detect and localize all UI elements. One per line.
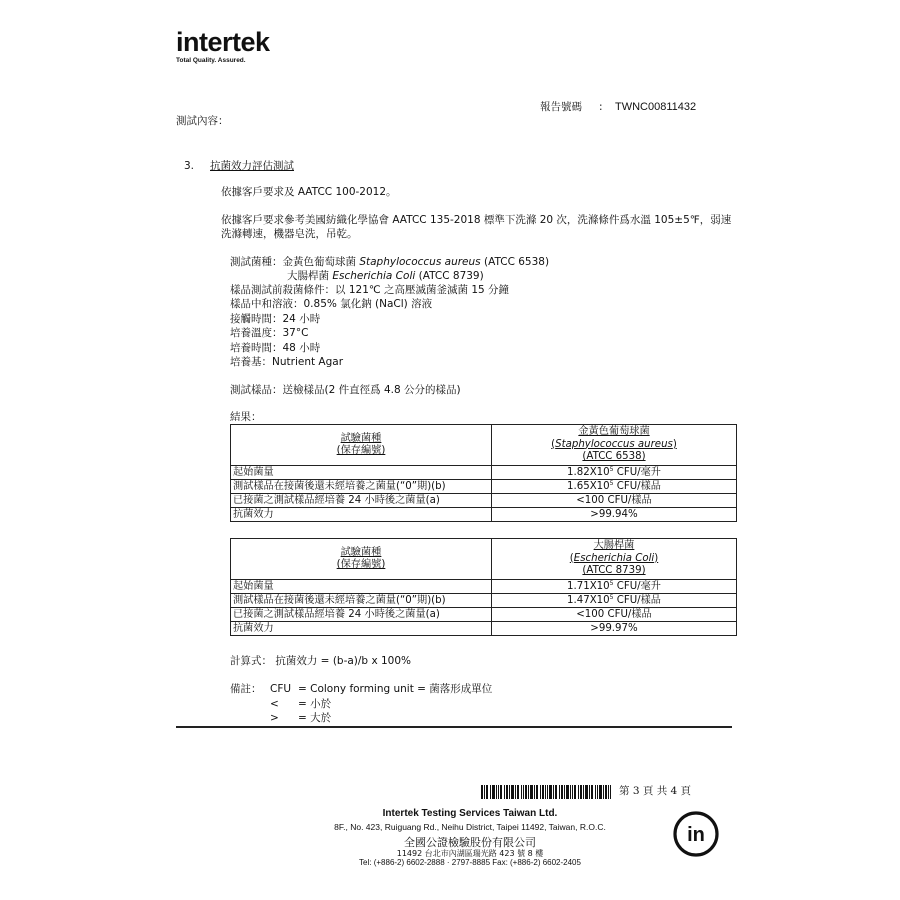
header-strain-label: 試驗菌種	[340, 432, 382, 444]
table-row	[231, 594, 737, 608]
results-table-staph	[230, 424, 737, 522]
method-paragraph: 依據客戶要求及 AATCC 100-2012。	[221, 186, 397, 198]
note-gt-definition: = 大於	[298, 712, 332, 724]
table-header-organism	[492, 539, 737, 580]
value-unit: CFU/毫升	[613, 581, 661, 592]
row-value	[492, 480, 737, 494]
results-table-ecoli	[230, 538, 737, 636]
footer-address-en: 8F., No. 423, Ruiguang Rd., Neihu District, Taipei 11492, Taiwan, R.O.C.	[334, 822, 606, 832]
table-row	[231, 480, 737, 494]
table-header-strain	[231, 425, 492, 466]
row-label: 已接菌之測試樣品經培養 24 小時後之菌量(a)	[231, 608, 492, 622]
value-base: 1.47X10	[567, 595, 610, 606]
row-value: >99.94%	[492, 508, 737, 522]
table-header-row	[231, 425, 737, 466]
value-exponent: 5	[609, 466, 614, 473]
table-header-organism	[492, 425, 737, 466]
value-base: 1.71X10	[567, 581, 610, 592]
strain2-atcc: (ATCC 8739)	[415, 270, 484, 282]
section-number: 3.	[184, 160, 195, 172]
section-title: 抗菌效力評估測試	[210, 160, 294, 172]
strain1-atcc: (ATCC 6538)	[480, 256, 550, 268]
header-storage-label: (保存編號)	[336, 445, 386, 456]
strain-label: 測試菌種：	[230, 256, 283, 268]
organism-name-latin: (Staphylococcus aureus)	[551, 438, 677, 450]
intertek-logo	[176, 28, 270, 65]
row-value: <100 CFU/樣品	[492, 608, 737, 622]
organism-name-cn: 大腸桿菌	[593, 540, 635, 552]
organism-name-latin: (Escherichia Coli)	[569, 552, 659, 564]
row-value	[492, 466, 737, 480]
value-exponent: 5	[609, 580, 614, 587]
incubation-time: 培養時間：48 小時	[230, 342, 321, 354]
formula-text: 抗菌效力 = (b-a)/b x 100%	[275, 655, 412, 667]
table-row	[231, 494, 737, 508]
note-cfu-definition: = Colony forming unit = 菌落形成單位	[298, 683, 493, 695]
row-label: 抗菌效力	[231, 508, 492, 522]
row-value	[492, 580, 737, 594]
footer-company-cn: 全國公證檢驗股份有限公司	[404, 836, 536, 849]
note-gt-key: >	[270, 712, 279, 724]
value-unit: CFU/樣品	[613, 481, 661, 492]
row-label: 測試樣品在接菌後還未經培養之菌量(“0”期)(b)	[231, 594, 492, 608]
table-row	[231, 622, 737, 636]
table-row	[231, 608, 737, 622]
barcode-graphic	[481, 785, 611, 799]
strain-line-2	[287, 269, 484, 283]
wash-paragraph-line2: 洗滌轉速，機器皂洗，吊乾。	[221, 228, 358, 240]
strain1-cn: 金黃色葡萄球菌	[282, 256, 360, 268]
formula-label: 計算式：	[230, 655, 272, 667]
footer-address-cn: 11492 台北市內湖區瑞光路 423 號 8 樓	[396, 849, 544, 858]
footer-divider	[176, 726, 732, 728]
row-value: <100 CFU/樣品	[492, 494, 737, 508]
row-label: 已接菌之測試樣品經培養 24 小時後之菌量(a)	[231, 494, 492, 508]
barcode	[481, 784, 611, 798]
row-value	[492, 594, 737, 608]
wash-paragraph-line1: 依據客戶要求參考美國紡織化學協會 AATCC 135-2018 標準下洗滌 20 次，洗滌條件爲水溫 105±5℉，弱速	[221, 214, 732, 226]
contact-time: 接觸時間：24 小時	[230, 313, 321, 325]
table-row	[231, 508, 737, 522]
note-cfu-key: CFU	[270, 683, 292, 695]
test-sample: 測試樣品：送檢樣品(2 件直徑爲 4.8 公分的樣品)	[230, 384, 461, 396]
page-indicator: 第 3 頁 共 4 頁	[619, 785, 692, 797]
formula-line	[230, 654, 411, 668]
sterilization-condition: 樣品測試前殺菌條件：以 121℃ 之高壓滅菌釜滅菌 15 分鐘	[230, 284, 510, 296]
results-label: 結果：	[230, 411, 262, 423]
table-header-row	[231, 539, 737, 580]
row-label: 抗菌效力	[231, 622, 492, 636]
value-unit: CFU/樣品	[613, 595, 661, 606]
report-number-label: 報告號碼	[540, 101, 582, 113]
header-strain-label: 試驗菌種	[340, 546, 382, 558]
footer-company-name: Intertek Testing Services Taiwan Ltd.	[382, 808, 558, 819]
in-mark-graphic	[672, 810, 720, 858]
organism-atcc: (ATCC 8739)	[582, 565, 646, 577]
organism-latin-text: Staphylococcus aureus	[555, 438, 673, 450]
report-number-colon: :	[599, 101, 603, 113]
test-content-label: 測試內容：	[176, 115, 229, 127]
table-row	[231, 580, 737, 594]
row-label: 起始菌量	[231, 580, 492, 594]
row-label: 測試樣品在接菌後還未經培養之菌量(“0”期)(b)	[231, 480, 492, 494]
note-lt-definition: = 小於	[298, 698, 332, 710]
header-storage-label: (保存編號)	[336, 559, 386, 570]
table-row	[231, 466, 737, 480]
note-lt-key: <	[270, 698, 279, 710]
value-base: 1.65X10	[567, 481, 610, 492]
strain-line-1	[230, 255, 549, 269]
logo-wordmark: intertek	[176, 27, 270, 57]
incubation-temperature: 培養溫度：37°C	[230, 327, 309, 339]
intertek-in-mark-icon	[672, 810, 720, 858]
strain2-latin: Escherichia Coli	[332, 270, 416, 282]
organism-name-cn: 金黃色葡萄球菌	[578, 426, 650, 438]
logo-tagline: Total Quality. Assured.	[176, 57, 246, 64]
value-exponent: 5	[609, 594, 614, 601]
value-unit: CFU/毫升	[613, 467, 661, 478]
in-mark-text: in	[687, 824, 705, 846]
neutralizer-solution: 樣品中和溶液：0.85% 氯化鈉 (NaCl) 溶液	[230, 298, 433, 310]
value-base: 1.82X10	[567, 467, 610, 478]
notes-label: 備註：	[230, 683, 262, 695]
culture-medium: 培養基：Nutrient Agar	[230, 356, 344, 368]
value-exponent: 5	[609, 480, 614, 487]
report-number: TWNC00811432	[615, 101, 697, 113]
table-header-strain	[231, 539, 492, 580]
row-value: >99.97%	[492, 622, 737, 636]
footer-phone-fax: Tel: (+886-2) 6602-2888 · 2797-8885 Fax: (+886-2) 6602-2405	[359, 858, 581, 867]
organism-latin-text: Escherichia Coli	[573, 552, 655, 564]
organism-atcc: (ATCC 6538)	[582, 451, 646, 463]
strain1-latin: Staphylococcus aureus	[359, 256, 481, 268]
row-label: 起始菌量	[231, 466, 492, 480]
strain2-cn: 大腸桿菌	[287, 270, 333, 282]
